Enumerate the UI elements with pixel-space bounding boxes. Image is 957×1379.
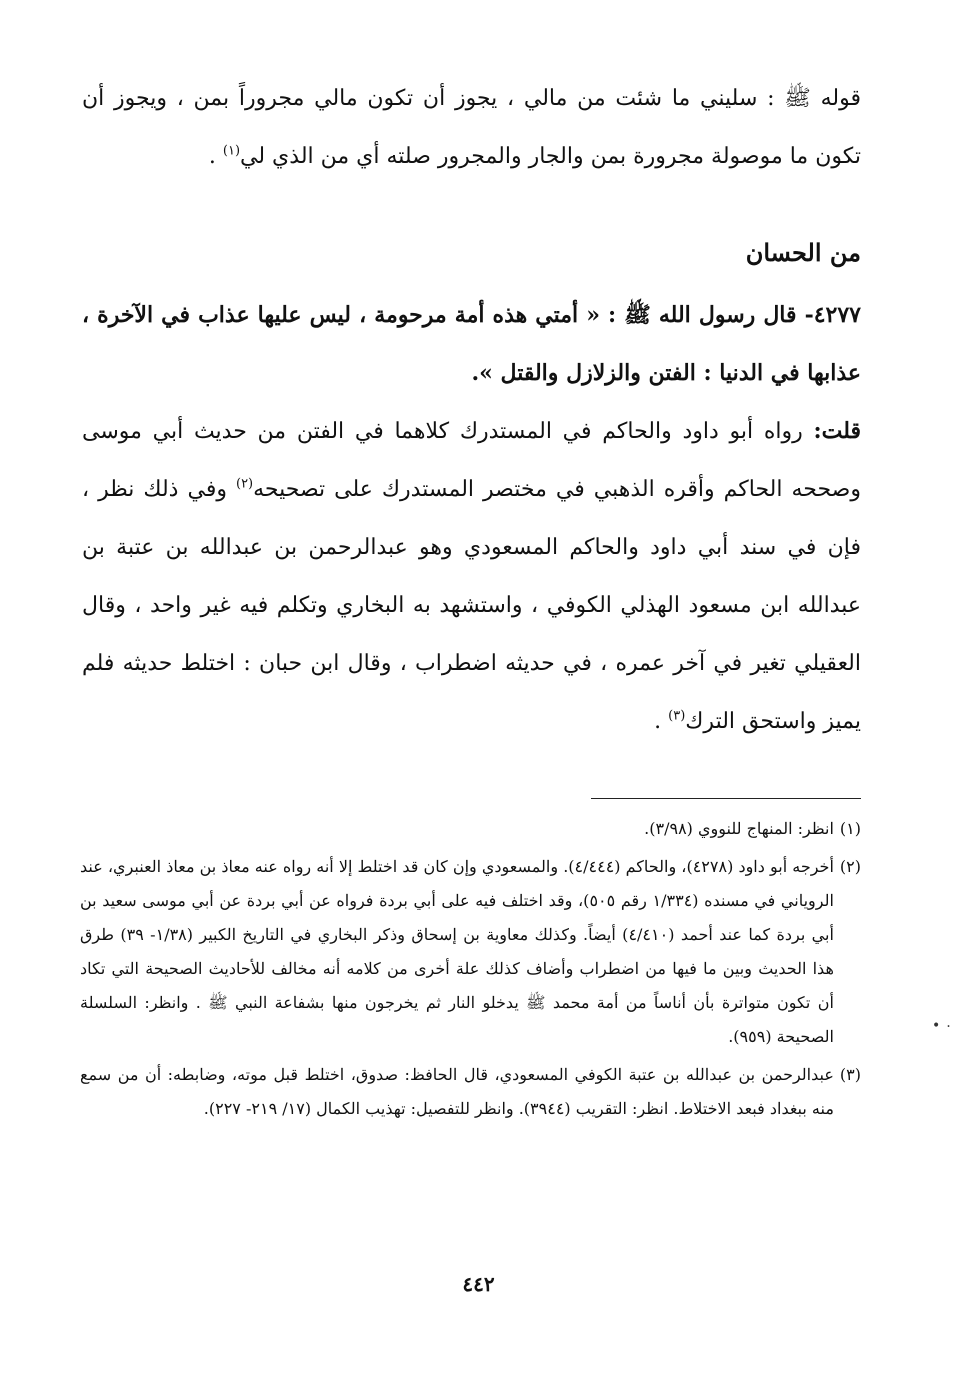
footnote-number: (٢) (839, 857, 861, 876)
section-heading: من الحسان (745, 238, 861, 267)
footnote-ref-2[interactable]: (٢) (235, 476, 254, 492)
footnote-number: (١) (839, 819, 861, 838)
footnote-ref-3[interactable]: (٣) (668, 708, 686, 724)
main-text (82, 70, 861, 751)
footnote-text: انظر: المنهاج للنووي (٣/٩٨). (644, 819, 834, 838)
footnote-text: عبدالرحمن بن عبدالله بن عتبة الكوفي المسعودي، قال الحافظ: صدوق، اختلط قبل موته، وضابطه: أن من سمع منه ببغداد فبعد الاختلاط. انظر: التقريب (٣٩٤٤). وانظر للتفصيل: تهذيب الكمال (١٧/ ٢١٩- ٢٢٧). (80, 1065, 834, 1118)
intro-paragraph: قوله ﷺ : سليني ما شئت من مالي ، يجوز أن تكون مالي مجروراً بمن ، ويجوز أن تكون ما موصولة مجرورة بمن والجار والمجرور صلته أي من الذي لي$^{(١)}$ . (82, 86, 861, 169)
commentary-paragraph: قلت: رواه أبو داود والحاكم في المستدرك كلاهما في الفتن من حديث أبي موسى وصححه الحاكم وأقره الذهبي في مختصر المستدرك على تصحيحه$^{(٢)}$ وفي ذلك نظر ، فإن في سند أبي داود والحاكم المسعودي وهو عبدالرحمن بن عبدالله بن عتبة بن عبدالله ابن مسعود الهذلي الكوفي ، واستشهد به البخاري وتكلم فيه غير واحد ، وقال العقيلي تغير في آخر عمره ، في حديثه اضطراب ، وقال ابن حبان : اختلط حديثه فلم يميز واستحق الترك$^{(٣)}$ . (82, 418, 861, 734)
footnote-text: أخرجه أبو داود (٤٢٧٨)، والحاكم (٤/٤٤٤). والمسعودي وإن كان قد اختلط إلا أنه رواه عنه معاذ بن معاذ العنبري، عند الروياني في مسنده (١/٣٣٤ رقم ٥٠٥)، وقد اختلف فيه على أبي بردة فرواه عن أبي بردة عن أبي موسى سعيد بن أبي بردة كما عند أحمد (٤/٤١٠) أيضاً. وكذلك معاوية بن إسحاق وذكر البخاري في التاريخ الكبير (١/٣٨- ٣٩) طرق هذا الحديث وبين ما فيها من اضطراب وأضاف كذلك علة أخرى من كلامه أنه مخالف للأحاديث الصحيحة التي تكاد أن تكون متواترة بأن أناساً من أمة محمد ﷺ يدخلو النار ثم يخرجون منها بشفاعة النبي ﷺ . وانظر: السلسلة الصحيحة (٩٥٩). (80, 857, 834, 1046)
footnote (80, 1058, 861, 1126)
commentary-part-1: رواه أبو داود والحاكم في المستدرك كلاهما في الفتن من حديث أبي موسى وصححه الحاكم وأقره الذهبي في مختصر المستدرك على تصحيحه (82, 419, 861, 502)
page-number: ٤٤٢ (462, 1272, 495, 1296)
footnote (80, 850, 861, 1054)
margin-mark: ٠ • (932, 1018, 953, 1034)
commentary-lead: قلت: (813, 418, 861, 444)
footnotes (80, 812, 861, 1130)
footnote-number: (٣) (839, 1065, 861, 1084)
footnote-separator (591, 798, 861, 799)
footnote (80, 812, 861, 846)
footnote-ref-1[interactable]: (١) (222, 143, 241, 159)
commentary-part-2: وفي ذلك نظر ، فإن في سند أبي داود والحاكم المسعودي وهو عبدالرحمن بن عبدالله بن عتبة بن عبدالله ابن مسعود الهذلي الكوفي ، واستشهد به البخاري وتكلم فيه غير واحد ، وقال العقيلي تغير في آخر عمره ، في حديثه اضطراب ، وقال ابن حبان : اختلط حديثه فلم يميز واستحق الترك (82, 477, 861, 734)
hadith-text: ٤٢٧٧- قال رسول الله ﷺ : « أمتي هذه أمة مرحومة ، ليس عليها عذاب في الآخرة ، عذابها في الدنيا : الفتن والزلازل والقتل ». (82, 302, 861, 386)
intro-text: قوله ﷺ : سليني ما شئت من مالي ، يجوز أن تكون مالي مجروراً بمن ، ويجوز أن تكون ما موصولة مجرورة بمن والجار والمجرور صلته أي من الذي لي (82, 86, 861, 169)
